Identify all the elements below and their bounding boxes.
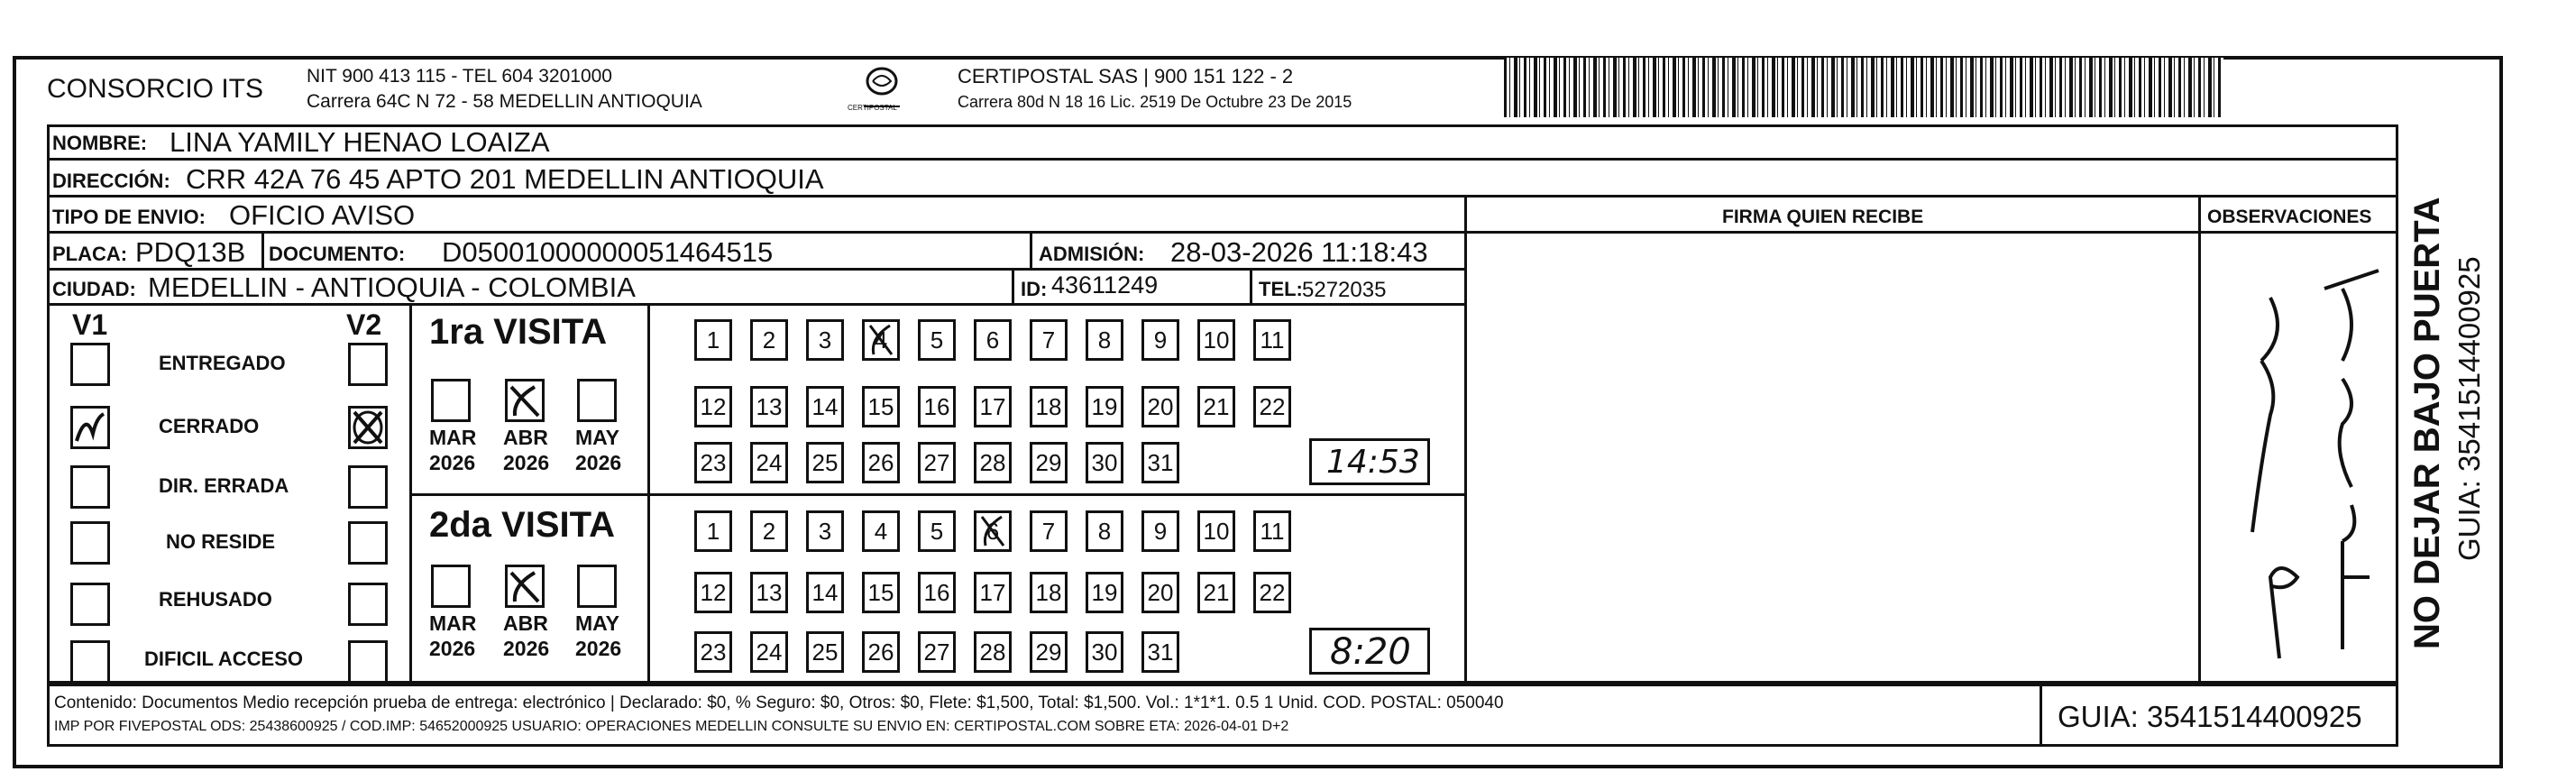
second-visit-month-abr[interactable] — [505, 565, 545, 608]
first-visit-day-1[interactable]: 1 — [694, 319, 732, 361]
first-visit-day-2[interactable]: 2 — [750, 319, 788, 361]
month-label: MAR — [429, 426, 477, 449]
first-visit-day-16[interactable]: 16 — [918, 386, 956, 427]
status-label: DIFICIL ACCESO — [144, 648, 304, 670]
second-visit-month-may[interactable] — [577, 565, 617, 608]
second-visit-day-21[interactable]: 21 — [1197, 572, 1235, 613]
second-visit-day-14[interactable]: 14 — [806, 572, 844, 613]
second-visit-day-9[interactable]: 9 — [1141, 510, 1179, 552]
first-visit-day-14[interactable]: 14 — [806, 386, 844, 427]
first-visit-day-20[interactable]: 20 — [1141, 386, 1179, 427]
second-visit-day-30[interactable]: 30 — [1086, 631, 1123, 673]
tel-value: 5272035 — [1302, 278, 1387, 302]
first-visit-day-9[interactable]: 9 — [1141, 319, 1179, 361]
second-visit-day-5[interactable]: 5 — [918, 510, 956, 552]
company-nit: NIT 900 413 115 - TEL 604 3201000 — [307, 66, 612, 87]
v2-checkbox-no-reside[interactable] — [348, 521, 388, 565]
logo-caption: CERTIPOSTAL — [848, 104, 897, 112]
month-label: MAY — [575, 426, 619, 449]
first-visit-day-10[interactable]: 10 — [1197, 319, 1235, 361]
first-visit-day-26[interactable]: 26 — [862, 442, 900, 483]
second-visit-day-1[interactable]: 1 — [694, 510, 732, 552]
v2-header: V2 — [346, 308, 382, 341]
v1-checkbox-entregado[interactable] — [70, 343, 110, 386]
second-visit-day-20[interactable]: 20 — [1141, 572, 1179, 613]
v2-checkbox-dir-errada[interactable] — [348, 465, 388, 509]
second-visit-day-23[interactable]: 23 — [694, 631, 732, 673]
first-visit-day-27[interactable]: 27 — [918, 442, 956, 483]
v2-checkbox-cerrado[interactable] — [348, 406, 388, 449]
second-visit-day-24[interactable]: 24 — [750, 631, 788, 673]
first-visit-day-28[interactable]: 28 — [974, 442, 1012, 483]
year-label: 2026 — [575, 637, 622, 660]
second-visit-day-3[interactable]: 3 — [806, 510, 844, 552]
first-visit-day-24[interactable]: 24 — [750, 442, 788, 483]
id-value: 43611249 — [1051, 271, 1159, 299]
first-visit-day-29[interactable]: 29 — [1030, 442, 1068, 483]
first-visit-day-13[interactable]: 13 — [750, 386, 788, 427]
first-visit-month-abr[interactable] — [505, 379, 545, 422]
first-visit-day-18[interactable]: 18 — [1030, 386, 1068, 427]
placa-value: PDQ13B — [135, 236, 246, 268]
side-warning: NO DEJAR BAJO PUERTA — [2407, 197, 2447, 649]
v1-checkbox-no-reside[interactable] — [70, 521, 110, 565]
first-visit-day-8[interactable]: 8 — [1086, 319, 1123, 361]
second-visit-day-17[interactable]: 17 — [974, 572, 1012, 613]
nombre-label: NOMBRE: — [52, 132, 148, 154]
second-visit-day-7[interactable]: 7 — [1030, 510, 1068, 552]
status-label: REHUSADO — [159, 588, 272, 611]
year-label: 2026 — [429, 451, 476, 474]
first-visit-day-21[interactable]: 21 — [1197, 386, 1235, 427]
footer-line1: Contenido: Documentos Medio recepción prueba de entrega: electrónico | Declarado: $0, % Seguro: $0, Otros: $0, Flete: $1,500, Total: $1,500. Vol.: 1*1*1. 0.5 1 Unid. COD. POSTAL: 050040 — [54, 694, 1504, 712]
id-label: ID: — [1021, 278, 1048, 300]
v1-header: V1 — [72, 308, 108, 341]
first-visit-day-11[interactable]: 11 — [1253, 319, 1291, 361]
month-label: ABR — [503, 426, 548, 449]
second-visit-day-13[interactable]: 13 — [750, 572, 788, 613]
tel-label: TEL: — [1259, 278, 1303, 300]
side-guia: GUIA: 3541514400925 — [2452, 256, 2486, 561]
carrier-address: Carrera 80d N 18 16 Lic. 2519 De Octubre 23 De 2015 — [958, 93, 1352, 111]
first-visit-month-may[interactable] — [577, 379, 617, 422]
company-name: CONSORCIO ITS — [47, 74, 264, 104]
year-label: 2026 — [503, 451, 550, 474]
second-visit-day-31[interactable]: 31 — [1141, 631, 1179, 673]
first-visit-title: 1ra VISITA — [429, 312, 608, 352]
second-visit-day-10[interactable]: 10 — [1197, 510, 1235, 552]
first-visit-day-19[interactable]: 19 — [1086, 386, 1123, 427]
second-visit-day-2[interactable]: 2 — [750, 510, 788, 552]
first-visit-day-17[interactable]: 17 — [974, 386, 1012, 427]
second-visit-day-6[interactable]: 6 — [974, 510, 1012, 552]
first-visit-day-4[interactable]: 4 — [862, 319, 900, 361]
tipo-envio-label: TIPO DE ENVIO: — [52, 206, 206, 228]
first-visit-day-6[interactable]: 6 — [974, 319, 1012, 361]
first-visit-day-22[interactable]: 22 — [1253, 386, 1291, 427]
first-visit-day-5[interactable]: 5 — [918, 319, 956, 361]
v1-checkbox-dir-errada[interactable] — [70, 465, 110, 509]
firma-header: FIRMA QUIEN RECIBE — [1722, 207, 1924, 227]
observaciones-handwriting — [2207, 234, 2397, 676]
second-visit-day-29[interactable]: 29 — [1030, 631, 1068, 673]
barcode — [1504, 58, 2223, 117]
second-visit-time-box — [1309, 628, 1430, 675]
second-visit-day-16[interactable]: 16 — [918, 572, 956, 613]
status-label: ENTREGADO — [159, 352, 286, 374]
month-label: MAY — [575, 611, 619, 635]
year-label: 2026 — [429, 637, 476, 660]
second-visit-day-12[interactable]: 12 — [694, 572, 732, 613]
v1-checkbox-rehusado[interactable] — [70, 583, 110, 626]
first-visit-time-box — [1309, 438, 1430, 485]
second-visit-day-28[interactable]: 28 — [974, 631, 1012, 673]
documento-value: D05001000000051464515 — [442, 236, 774, 268]
nombre-value: LINA YAMILY HENAO LOAIZA — [170, 126, 550, 158]
first-visit-day-15[interactable]: 15 — [862, 386, 900, 427]
status-label: CERRADO — [159, 415, 260, 437]
second-visit-day-27[interactable]: 27 — [918, 631, 956, 673]
company-address: Carrera 64C N 72 - 58 MEDELLIN ANTIOQUIA — [307, 91, 702, 112]
second-visit-day-25[interactable]: 25 — [806, 631, 844, 673]
month-label: ABR — [503, 611, 548, 635]
first-visit-day-7[interactable]: 7 — [1030, 319, 1068, 361]
documento-label: DOCUMENTO: — [269, 243, 406, 265]
status-label: NO RESIDE — [166, 530, 276, 553]
footer-guia: GUIA: 3541514400925 — [2058, 700, 2362, 733]
month-label: MAR — [429, 611, 477, 635]
ciudad-label: CIUDAD: — [52, 278, 136, 300]
v2-checkbox-dificil-acceso[interactable] — [348, 640, 388, 684]
first-visit-day-30[interactable]: 30 — [1086, 442, 1123, 483]
second-visit-day-22[interactable]: 22 — [1253, 572, 1291, 613]
second-visit-day-11[interactable]: 11 — [1253, 510, 1291, 552]
v1-checkbox-dificil-acceso[interactable] — [70, 640, 110, 684]
second-visit-title: 2da VISITA — [429, 505, 615, 545]
status-label: DIR. ERRADA — [159, 474, 289, 497]
first-visit-day-3[interactable]: 3 — [806, 319, 844, 361]
first-visit-day-23[interactable]: 23 — [694, 442, 732, 483]
first-visit-day-25[interactable]: 25 — [806, 442, 844, 483]
second-visit-time: 8:20 — [1330, 631, 1411, 673]
footer-line2: IMP POR FIVEPOSTAL ODS: 25438600925 / COD.IMP: 54652000925 USUARIO: OPERACIONES MEDELLIN CONSULTE SU ENVIO EN: CERTIPOSTAL.COM SOBRE ETA: 2026-04-01 D+2 — [54, 719, 1289, 734]
first-visit-day-12[interactable]: 12 — [694, 386, 732, 427]
second-visit-day-4[interactable]: 4 — [862, 510, 900, 552]
first-visit-day-31[interactable]: 31 — [1141, 442, 1179, 483]
v2-checkbox-rehusado[interactable] — [348, 583, 388, 626]
second-visit-day-8[interactable]: 8 — [1086, 510, 1123, 552]
first-visit-time: 14:53 — [1326, 444, 1420, 481]
year-label: 2026 — [575, 451, 622, 474]
admision-label: ADMISIÓN: — [1039, 243, 1145, 265]
tipo-envio-value: OFICIO AVISO — [229, 199, 416, 231]
admision-value: 28-03-2026 11:18:43 — [1170, 236, 1428, 268]
second-visit-month-mar[interactable] — [431, 565, 471, 608]
direccion-value: CRR 42A 76 45 APTO 201 MEDELLIN ANTIOQUIA — [186, 163, 824, 195]
ciudad-value: MEDELLIN - ANTIOQUIA - COLOMBIA — [148, 271, 636, 303]
placa-label: PLACA: — [52, 243, 128, 265]
v2-checkbox-entregado[interactable] — [348, 343, 388, 386]
first-visit-month-mar[interactable] — [431, 379, 471, 422]
direccion-label: DIRECCIÓN: — [52, 170, 170, 192]
second-visit-day-26[interactable]: 26 — [862, 631, 900, 673]
second-visit-day-15[interactable]: 15 — [862, 572, 900, 613]
observaciones-header: OBSERVACIONES — [2207, 207, 2372, 227]
carrier-name: CERTIPOSTAL SAS | 900 151 122 - 2 — [958, 65, 1294, 87]
second-visit-day-18[interactable]: 18 — [1030, 572, 1068, 613]
second-visit-day-19[interactable]: 19 — [1086, 572, 1123, 613]
v1-checkbox-cerrado[interactable] — [70, 406, 110, 449]
year-label: 2026 — [503, 637, 550, 660]
